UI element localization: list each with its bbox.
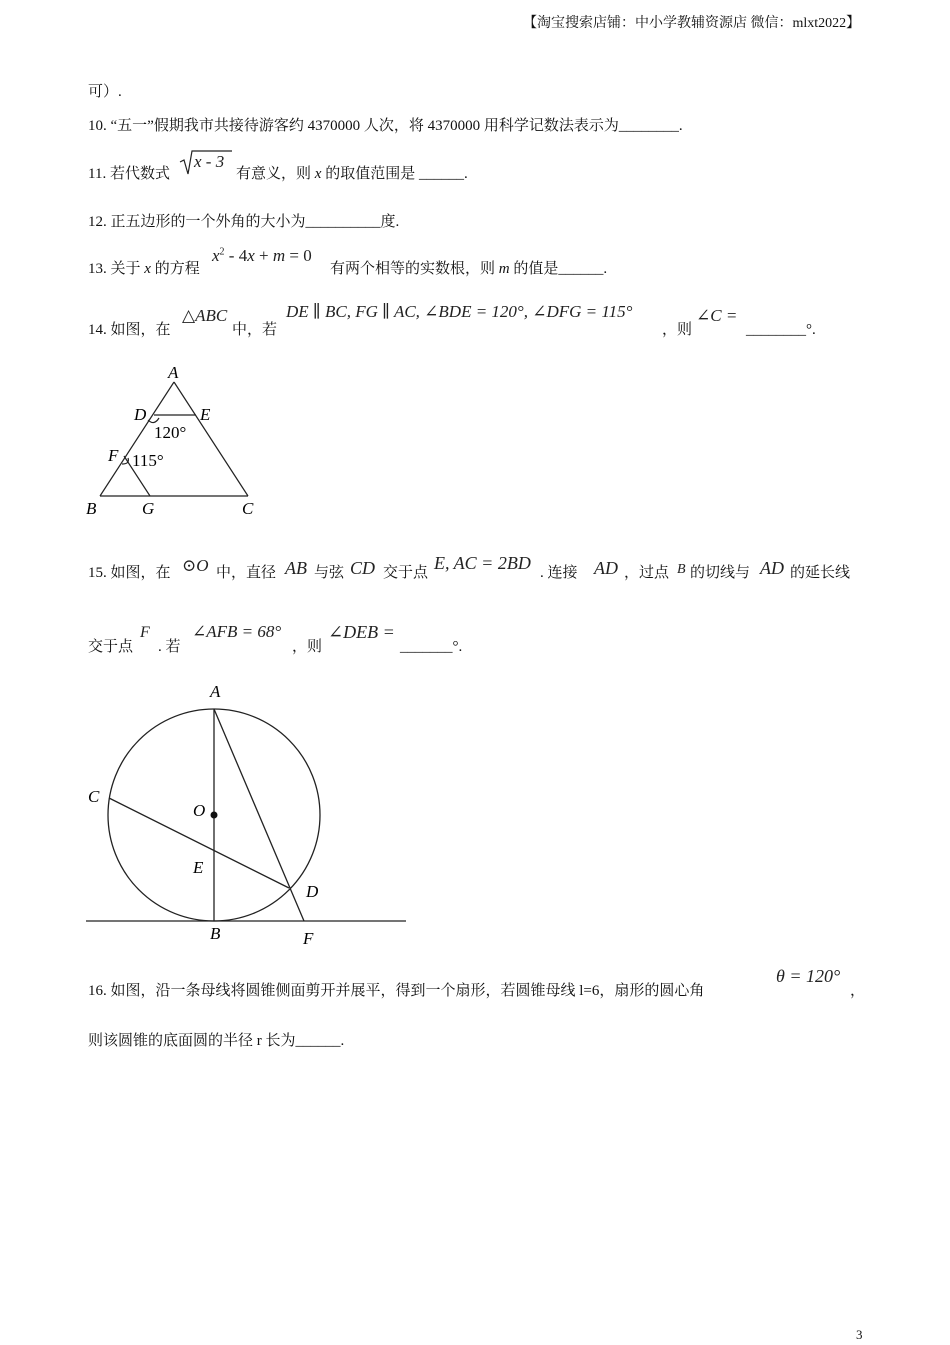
q13-var2: m [498, 261, 510, 277]
q13-eq-x: x [212, 246, 220, 265]
page-number: 3 [856, 1327, 863, 1342]
label-B: B [86, 499, 97, 518]
label-D: D [306, 882, 319, 901]
q13-equation [212, 246, 312, 266]
figure-14-triangle [84, 360, 274, 522]
q11-suffix-a: 有意义，则 [236, 166, 312, 182]
question-9-continuation: 可）. [88, 84, 122, 100]
q14-answer-blank: ________°. [746, 322, 816, 338]
q14-ask: ∠C = [696, 306, 738, 325]
q11-suffix [236, 164, 468, 184]
label-D: D [134, 405, 147, 424]
q15-mid1: 中，直径 [216, 565, 277, 581]
q16-theta: θ = 120° [776, 966, 841, 986]
label-C: C [242, 499, 254, 518]
q15-AB: AB [285, 558, 307, 578]
q15-line2-mid: . 若 [158, 639, 181, 655]
q14-post: ，则 [662, 322, 693, 338]
page-header: 【淘宝搜索店铺：中小学教辅资源店 微信：mlxt2022】 [523, 16, 861, 31]
q11-prefix: 11. 若代数式 [88, 166, 170, 182]
label-E: E [193, 858, 204, 877]
label-A: A [168, 363, 179, 382]
label-C: C [88, 787, 100, 806]
label-A: A [210, 682, 221, 701]
q15-mid4: . 连接 [540, 565, 578, 581]
q13-eq-plus: + [254, 246, 273, 265]
q14-conditions: DE ∥ BC, FG ∥ AC, ∠BDE = 120°, ∠DFG = 115° [286, 302, 633, 321]
label-E: E [200, 405, 211, 424]
q13-var: x [144, 261, 151, 277]
q14-triangle: △ABC [182, 306, 228, 325]
q13-eq-zero: = 0 [285, 246, 312, 265]
q15-AD: AD [594, 558, 618, 578]
question-12: 12. 正五边形的一个外角的大小为__________度. [88, 214, 400, 230]
q16-line1: 16. 如图，沿一条母线将圆锥侧面剪开并展平，得到一个扇形，若圆锥母线 l=6，扇形的圆心角 [88, 983, 705, 999]
label-O: O [193, 801, 206, 820]
q15-mid2: 与弦 [314, 565, 345, 581]
label-G: G [142, 499, 155, 518]
q13-eq-x2: x [247, 246, 255, 265]
label-B: B [210, 924, 221, 943]
question-10: 10. “五一”假期我市共接待游客约 4370000 人次，将 4370000 用科学记数法表示为________. [88, 118, 683, 134]
q13-eq-m: m [272, 246, 286, 265]
q14-prefix: 14. 如图，在 [88, 322, 171, 338]
q15-answer-blank: _______°. [400, 639, 463, 655]
q13-post-b: 的值是______. [513, 261, 608, 277]
q11-radicand: x - 3 [194, 152, 225, 171]
question-13-suffix [330, 259, 607, 279]
q15-line2-prefix: 交于点 [88, 639, 134, 655]
q16-line2: 则该圆锥的底面圆的半径 r 长为______. [88, 1033, 345, 1049]
q15-mid5: ，过点 [624, 565, 670, 581]
center-point-O [211, 812, 218, 819]
label-angle-120: 120° [154, 423, 187, 442]
q15-AD2: AD [760, 558, 784, 578]
q15-mid7: 的延长线 [790, 565, 851, 581]
q15-line2-post: ，则 [292, 639, 323, 655]
label-F: F [303, 929, 314, 948]
q15-prefix: 15. 如图，在 [88, 565, 171, 581]
question-13-prefix [88, 259, 200, 279]
q15-mid6: 的切线与 [690, 565, 751, 581]
q16-comma: ， [850, 983, 866, 999]
q15-circle: ⊙O [182, 556, 209, 575]
label-F: F [108, 446, 119, 465]
q11-var: x [314, 166, 322, 182]
label-angle-115: 115° [132, 451, 164, 470]
q13-pre: 13. 关于 [88, 261, 141, 277]
figure-15-circle [84, 680, 414, 952]
q13-mid: 的方程 [154, 261, 200, 277]
q15-B: B [677, 562, 686, 577]
q15-given: ∠AFB = 68° [192, 622, 282, 641]
q15-ask: ∠DEB = [328, 622, 395, 642]
q13-eq-b: - 4 [224, 246, 248, 265]
q15-F: F [140, 624, 150, 641]
q15-condition: E, AC = 2BD [434, 553, 531, 573]
q11-suffix-b: 的取值范围是 ______. [325, 166, 468, 182]
q15-mid3: 交于点 [383, 565, 429, 581]
question-11 [88, 164, 170, 184]
q13-eq-sup: 2 [219, 246, 225, 258]
q15-CD: CD [350, 558, 376, 578]
q14-mid: 中，若 [232, 322, 278, 338]
q13-post-a: 有两个相等的实数根，则 [330, 261, 496, 277]
